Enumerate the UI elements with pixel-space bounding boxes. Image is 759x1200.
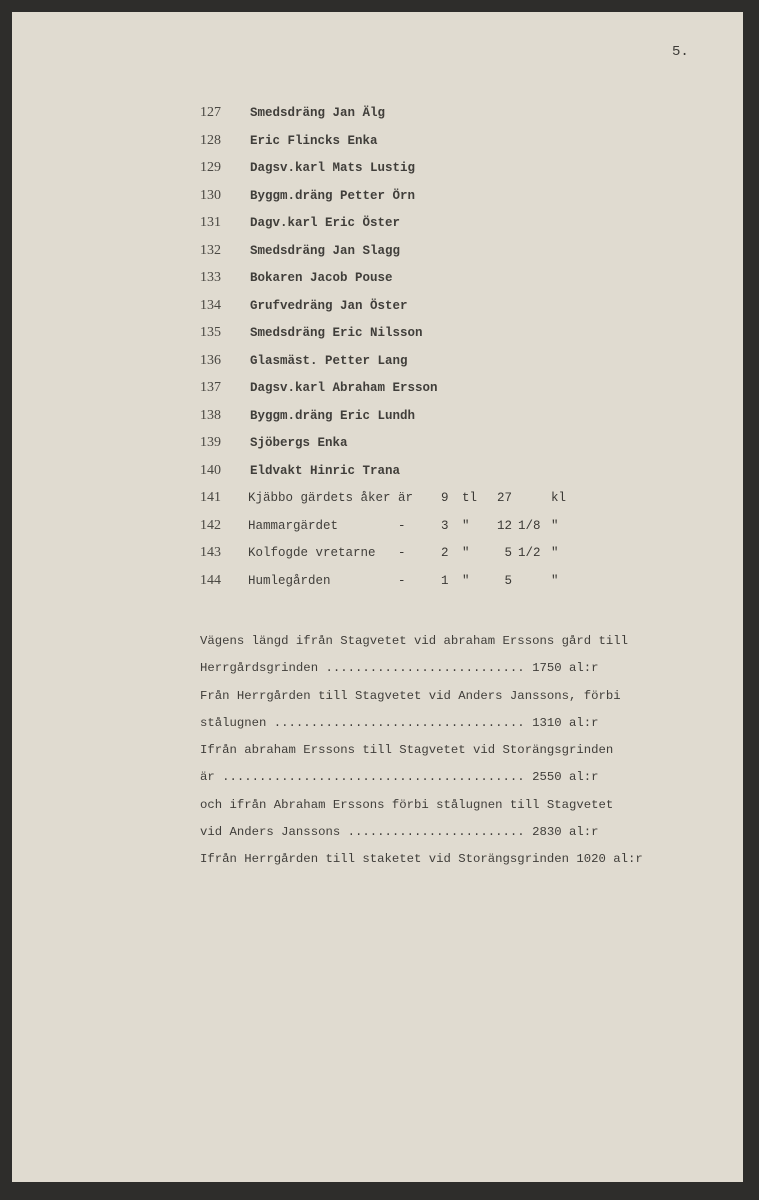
list-item (200, 269, 393, 297)
entry-number: 130 (200, 187, 221, 203)
text-line: Vägens längd ifrån Stagvetet vid abraham Erssons gård till (200, 634, 629, 648)
kappland-value: 12 (496, 518, 512, 533)
entry-number: 131 (200, 215, 221, 230)
entry-name: Byggm.dräng Eric Lundh (250, 408, 416, 423)
entry-number: 140 (200, 462, 221, 478)
entry-name: Eric Flincks Enka (250, 133, 378, 148)
tunnland-unit: " (462, 518, 470, 533)
tunnland-value: 1 (441, 573, 449, 588)
tunnland-value: 3 (441, 518, 449, 533)
entry-name: Sjöbergs Enka (250, 436, 348, 450)
list-item (200, 159, 416, 187)
text-line: är ......................................... 2550 al:r (200, 770, 599, 785)
kappland-fraction: 1/8 (518, 518, 541, 533)
entry-number: 129 (200, 160, 221, 175)
tunnland-unit: tl (462, 491, 478, 505)
entry-number: 127 (200, 105, 221, 120)
kappland-value: 27 (496, 491, 512, 505)
text-line: Från Herrgården till Stagvetet vid Anders Janssons, förbi (200, 688, 621, 703)
land-item (200, 572, 559, 600)
tunnland-value: 2 (441, 546, 449, 560)
entry-name: Glasmäst. Petter Lang (250, 353, 408, 368)
distance-paragraph (200, 632, 643, 878)
entry-number: 138 (200, 407, 221, 423)
list-item (200, 407, 416, 435)
entry-number: 132 (200, 242, 221, 258)
entry-name: Smedsdräng Jan Slagg (250, 243, 401, 258)
list-item (200, 104, 386, 132)
entry-name: Dagsv.karl Mats Lustig (250, 161, 416, 175)
kappland-unit: " (551, 546, 559, 560)
dash: - (398, 518, 406, 533)
text-line: vid Anders Janssons ........................ 2830 al:r (200, 825, 599, 840)
land-name: Hammargärdet (248, 518, 339, 533)
entry-name: Bokaren Jacob Pouse (250, 271, 393, 285)
entry-number: 144 (200, 572, 221, 588)
entry-name: Byggm.dräng Petter Örn (250, 188, 416, 203)
list-item (200, 434, 348, 462)
text-line: stålugnen .................................. 1310 al:r (200, 715, 599, 730)
entry-name: Grufvedräng Jan Öster (250, 298, 408, 313)
page-number: 5. (672, 44, 689, 60)
kappland-unit: kl (551, 491, 567, 505)
entry-number: 133 (200, 270, 221, 285)
kappland-value: 5 (504, 546, 512, 560)
kappland-unit: " (551, 573, 559, 588)
entry-number: 135 (200, 325, 221, 340)
dash: - (398, 573, 406, 588)
entry-number: 134 (200, 297, 221, 313)
tunnland-value: 9 (441, 491, 449, 505)
land-name: Humlegården (248, 573, 331, 588)
text-line: Ifrån Herrgården till staketet vid Storängsgrinden 1020 al:r (200, 852, 643, 867)
land-item (200, 544, 559, 572)
land-item (200, 489, 567, 517)
entry-number: 128 (200, 132, 221, 148)
land-name: Kjäbbo gärdets åker är (248, 491, 414, 505)
list-item (200, 462, 401, 490)
dash: - (398, 546, 406, 560)
entry-name: Smedsdräng Eric Nilsson (250, 326, 423, 340)
entry-name: Dagv.karl Eric Öster (250, 216, 401, 230)
entry-name: Eldvakt Hinric Trana (250, 463, 401, 478)
text-line: och ifrån Abraham Erssons förbi stålugnen till Stagvetet (200, 797, 614, 812)
list-item (200, 324, 423, 352)
text-line: Ifrån abraham Erssons till Stagvetet vid Storängsgrinden (200, 743, 614, 758)
entry-name: Dagsv.karl Abraham Ersson (250, 381, 438, 395)
kappland-value: 5 (504, 573, 512, 588)
list-item (200, 352, 408, 380)
entry-number: 137 (200, 380, 221, 395)
entry-number: 136 (200, 352, 221, 368)
entry-number: 139 (200, 435, 221, 450)
kappland-unit: " (551, 518, 559, 533)
list-item (200, 214, 401, 242)
land-item (200, 517, 559, 545)
entry-list (200, 104, 567, 599)
entry-number: 143 (200, 545, 221, 560)
list-item (200, 242, 401, 270)
entry-name: Smedsdräng Jan Älg (250, 106, 386, 120)
list-item (200, 187, 416, 215)
land-name: Kolfogde vretarne (248, 546, 376, 560)
entry-number: 142 (200, 517, 221, 533)
list-item (200, 379, 438, 407)
entry-number: 141 (200, 490, 221, 505)
list-item (200, 132, 378, 160)
tunnland-unit: " (462, 546, 470, 560)
list-item (200, 297, 408, 325)
tunnland-unit: " (462, 573, 470, 588)
text-line: Herrgårdsgrinden ........................... 1750 al:r (200, 661, 599, 676)
kappland-fraction: 1/2 (518, 546, 541, 560)
